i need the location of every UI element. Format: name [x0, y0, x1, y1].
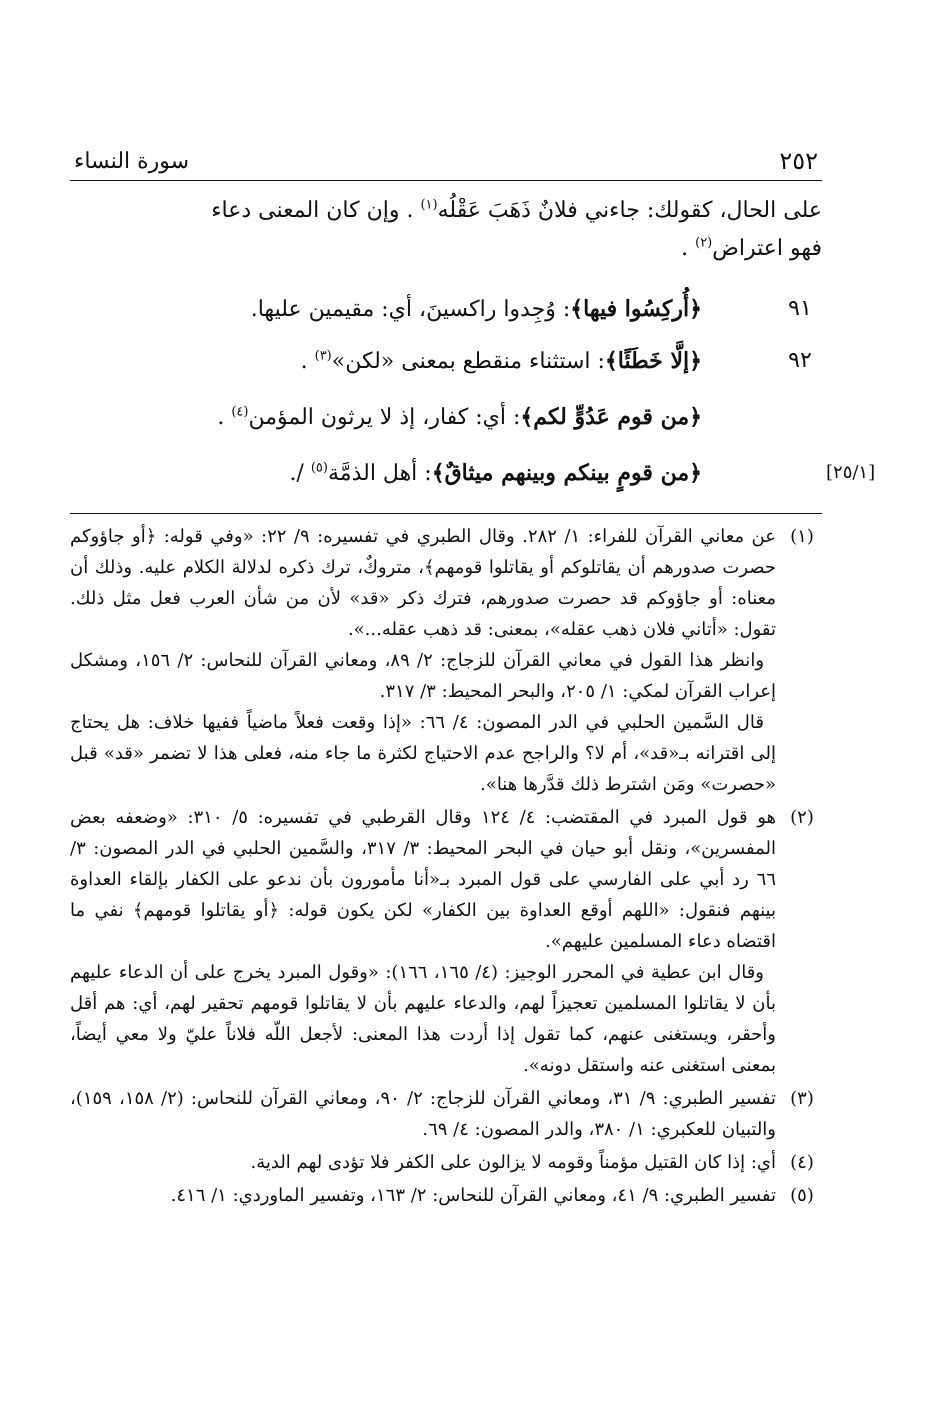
verse-quote: ﴿أُركِسُوا فيها﴾	[570, 296, 702, 322]
page-number: ٢٥٢	[779, 147, 818, 175]
verse-gloss: ﴿أُركِسُوا فيها﴾: وُجِدوا راكسينَ، أي: مقيمين عليها.	[250, 296, 702, 322]
intro-line-2: فهو اعتراض$^{(٢)}$ .	[681, 235, 822, 261]
verse-row	[70, 342, 822, 382]
footnote	[70, 1083, 822, 1145]
verse-gloss: ﴿من قوم عَدُوٍّ لكم﴾: أي: كفار، إذ لا يرثون المؤمن$^{(٤)}$ .	[217, 404, 702, 430]
footnotes	[70, 521, 822, 1213]
footnote-ref[interactable]: (٥)	[310, 460, 328, 476]
verse-row	[70, 398, 822, 438]
footnote-number: (٤)	[790, 1152, 814, 1173]
footnote-text: وانظر هذا القول في معاني القرآن للزجاج: ٢/ ٨٩، ومعاني القرآن للنحاس: ٢/ ١٥٦، ومشكل إعراب القرآن لمكي: ١/ ٢٠٥، والبحر المحيط: ٣/ ٣١٧.	[70, 650, 776, 702]
footnote-text: قال السَّمين الحلبي في الدر المصون: ٤/ ٦٦: «إذا وقعت فعلاً ماضياً ففيها خلاف: هل يحتاج إلى اقترانه بـ«قد»، أم لا؟ والراجح عدم الاحتياج لكثرة ما جاء منه، فعلى هذا لا تضمر «قد» قبل «حصرت» ومَن اشترط ذلك قدَّرها هنا».	[70, 712, 776, 795]
main-text	[70, 192, 822, 268]
verse-row	[70, 290, 822, 330]
footnote-divider	[70, 513, 822, 514]
footnote-text: عن معاني القرآن للفراء: ١/ ٢٨٢. وقال الطبري في تفسيره: ٩/ ٢٢: «وفي قوله: ﴿أو جاؤوكم حصرت صدورهم أن يقاتلوكم أو يقاتلوا قومهم﴾، متروكٌ، ترك ذكره لدلالة الكلام عليه. وذلك أن معناه: أو جاؤوكم قد حصرت صدورهم، فترك ذكر «قد» لأن من شأن العرب فعل مثل ذلك. تقول: «أتاني فلان ذهب عقله»، بمعنى: قد ذهب عقله...».	[70, 526, 776, 640]
footnote-ref[interactable]: (٣)	[314, 348, 332, 364]
footnote-text: تفسير الطبري: ٩/ ٣١، ومعاني القرآن للزجاج: ٢/ ٩٠، ومعاني القرآن للنحاس: (٢/ ١٥٨، ١٥٩)، والتبيان للعكبري: ١/ ٣٨٠، والدر المصون: ٤/ ٦٩.	[70, 1088, 776, 1140]
footnote-ref[interactable]: (١)	[420, 197, 438, 213]
footnote-text: هو قول المبرد في المقتضب: ٤/ ١٢٤ وقال القرطبي في تفسيره: ٥/ ٣١٠: «وضعفه بعض المفسرين»، ونقل أبو حيان في البحر المحيط: ٣/ ٣١٧، والسَّمين الحلبي في الدر المصون: ٣/ ٦٦ رد أبي على الفارسي على قول المبرد بـ«أنا مأمورون بأن ندعو على الكفار بإلقاء العداوة بينهم فنقول: «اللهم أوقع العداوة بين الكفار» لكن يكون قوله: ﴿أو يقاتلوا قومهم﴾ نفي ما اقتضاه دعاء المسلمين عليهم».	[70, 807, 776, 952]
verse-number: ٩٢	[788, 348, 812, 373]
verse-gloss: ﴿من قومٍ بينكم وبينهم ميثاقٌ﴾: أهل الذمَّة$^{(٥)}$ /.	[289, 460, 702, 486]
footnote-number: (٥)	[790, 1185, 814, 1206]
verse-gloss: ﴿إلَّا خَطَئًا﴾: استثناء منقطع بمعنى «لكن»$^{(٣)}$ .	[300, 348, 702, 374]
surah-title: سورة النساء	[74, 149, 190, 174]
footnote-ref[interactable]: (٢)	[695, 235, 713, 251]
verse-quote: ﴿من قومٍ بينكم وبينهم ميثاقٌ﴾	[431, 460, 702, 486]
footnote-text: تفسير الطبري: ٩/ ٤١، ومعاني القرآن للنحاس: ٢/ ١٦٣، وتفسير الماوردي: ١/ ٤١٦.	[170, 1185, 776, 1206]
footnote-text: وقال ابن عطية في المحرر الوجيز: (٤/ ١٦٥، ١٦٦): «وقول المبرد يخرج على أن الدعاء عليهم بأن لا يقاتلوا المسلمين تعجيزاً لهم، والدعاء عليهم بأن لا يقاتلوا قومهم تحقير لهم، أي: هم أقل وأحقر، ويستغنى عنهم، كما تقول إذا أردت هذا المعنى: لأجعل اللّه فلاناً عليّ ولا معي أيضاً، بمعنى استغنى عنه واستقل دونه».	[70, 962, 776, 1076]
manuscript-folio-note: [٢٥/١]	[826, 462, 876, 483]
footnote	[70, 1147, 822, 1178]
footnote-text: أي: إذا كان القتيل مؤمناً وقومه لا يزالون على الكفر فلا تؤدى لهم الدية.	[250, 1152, 776, 1173]
verse-quote: ﴿من قوم عَدُوٍّ لكم﴾	[520, 404, 702, 430]
footnote	[70, 802, 822, 1081]
intro-line-1: على الحال، كقولك: جاءني فلانٌ ذَهَبَ عَقْلُه$^{(١)}$ . وإن كان المعنى دعاء	[211, 197, 822, 223]
verse-number: ٩١	[788, 296, 812, 321]
verse-quote: ﴿إلَّا خَطَئًا﴾	[604, 348, 702, 374]
footnote-ref[interactable]: (٤)	[231, 404, 249, 420]
footnote-number: (٢)	[790, 807, 814, 828]
footnote	[70, 1180, 822, 1211]
footnote-number: (٣)	[790, 1088, 814, 1109]
footnote	[70, 521, 822, 800]
verse-row	[70, 454, 876, 494]
page-header	[70, 146, 822, 181]
footnote-number: (١)	[790, 526, 814, 547]
